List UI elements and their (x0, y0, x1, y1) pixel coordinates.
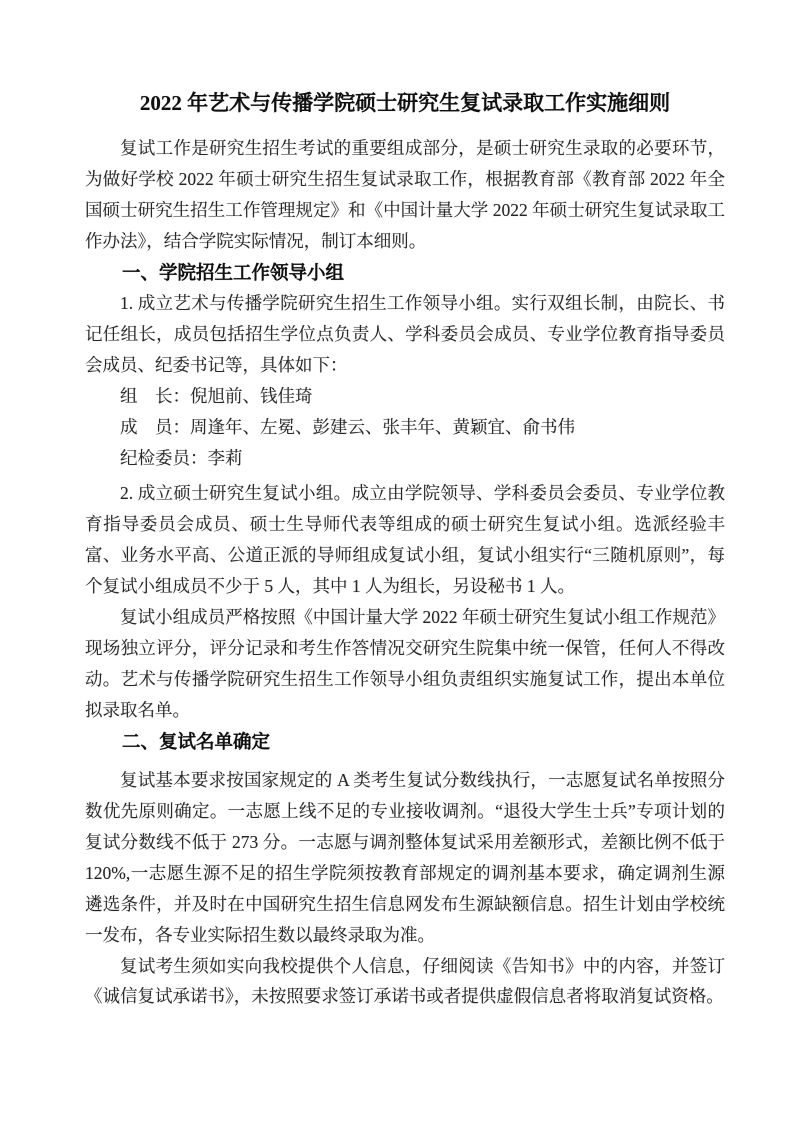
roster-names: 李莉 (207, 448, 243, 468)
roster-label: 纪检委员： (120, 448, 208, 468)
roster-row-discipline (85, 443, 725, 474)
section-1-paragraph-2: 2. 成立硕士研究生复试小组。成立由学院领导、学科委员会委员、专业学位教育指导委员会成员、硕士生导师代表等组成的硕士研究生复试小组。选派经验丰富、业务水平高、公道正派的导师组成复试小组，复试小组实行“三随机原则”，每个复试小组成员不少于 5 人，其中 1 人为组长，另设秘书 1 人。 (85, 483, 725, 596)
roster-names: 倪旭前、钱佳琦 (190, 386, 313, 406)
page-title: 2022 年艺术与传播学院硕士研究生复试录取工作实施细则 (139, 91, 671, 115)
intro-paragraph: 复试工作是研究生招生考试的重要组成部分，是硕士研究生录取的必要环节，为做好学校 2022 年硕士研究生招生复试录取工作，根据教育部《教育部 2022 年全国硕士研究生招生工作管理规定》和《中国计量大学 2022 年硕士研究生复试录取工作办法》，结合学院实际情况，制订本细则。 (85, 138, 725, 251)
roster-names: 周逢年、左冕、彭建云、张丰年、黄颖宜、俞书伟 (190, 417, 575, 437)
section-2-paragraph-1: 复试基本要求按国家规定的 A 类考生复试分数线执行，一志愿复试名单按照分数优先原则确定。一志愿上线不足的专业接收调剂。“退役大学生士兵”专项计划的复试分数线不低于 273 分。一志愿与调剂整体复试采用差额形式，差额比例不低于 120%,一志愿生源不足的招生学院须按教育部规定的调剂基本要求，确定调剂生源遴选条件，并及时在中国研究生招生信息网发布生源缺额信息。招生计划由学校统一发布，各专业实际招生数以最终录取为准。 (85, 770, 725, 945)
section-2-paragraph-2: 复试考生须如实向我校提供个人信息，仔细阅读《告知书》中的内容，并签订《诚信复试承诺书》，未按照要求签订承诺书或者提供虚假信息者将取消复试资格。 (85, 956, 725, 1006)
roster-row-leader (85, 381, 725, 412)
section-1-paragraph-1: 1. 成立艺术与传播学院研究生招生工作领导小组。实行双组长制，由院长、书记任组长，成员包括招生学位点负责人、学科委员会成员、专业学位教育指导委员会成员、纪委书记等，具体如下： (85, 293, 725, 375)
roster-label: 成 员： (120, 417, 190, 437)
section-1-paragraph-3: 复试小组成员严格按照《中国计量大学 2022 年硕士研究生复试小组工作规范》现场独立评分，评分记录和考生作答情况交研究生院集中统一保管，任何人不得改动。艺术与传播学院研究生招生工作领导小组负责组织实施复试工作，提出本单位拟录取名单。 (85, 607, 725, 720)
section-1-heading: 一、学院招生工作领导小组 (122, 262, 345, 283)
roster-row-members (85, 412, 725, 443)
document-page (85, 0, 725, 1011)
roster-label: 组 长： (120, 386, 190, 406)
section-2-heading: 二、复试名单确定 (122, 731, 271, 752)
